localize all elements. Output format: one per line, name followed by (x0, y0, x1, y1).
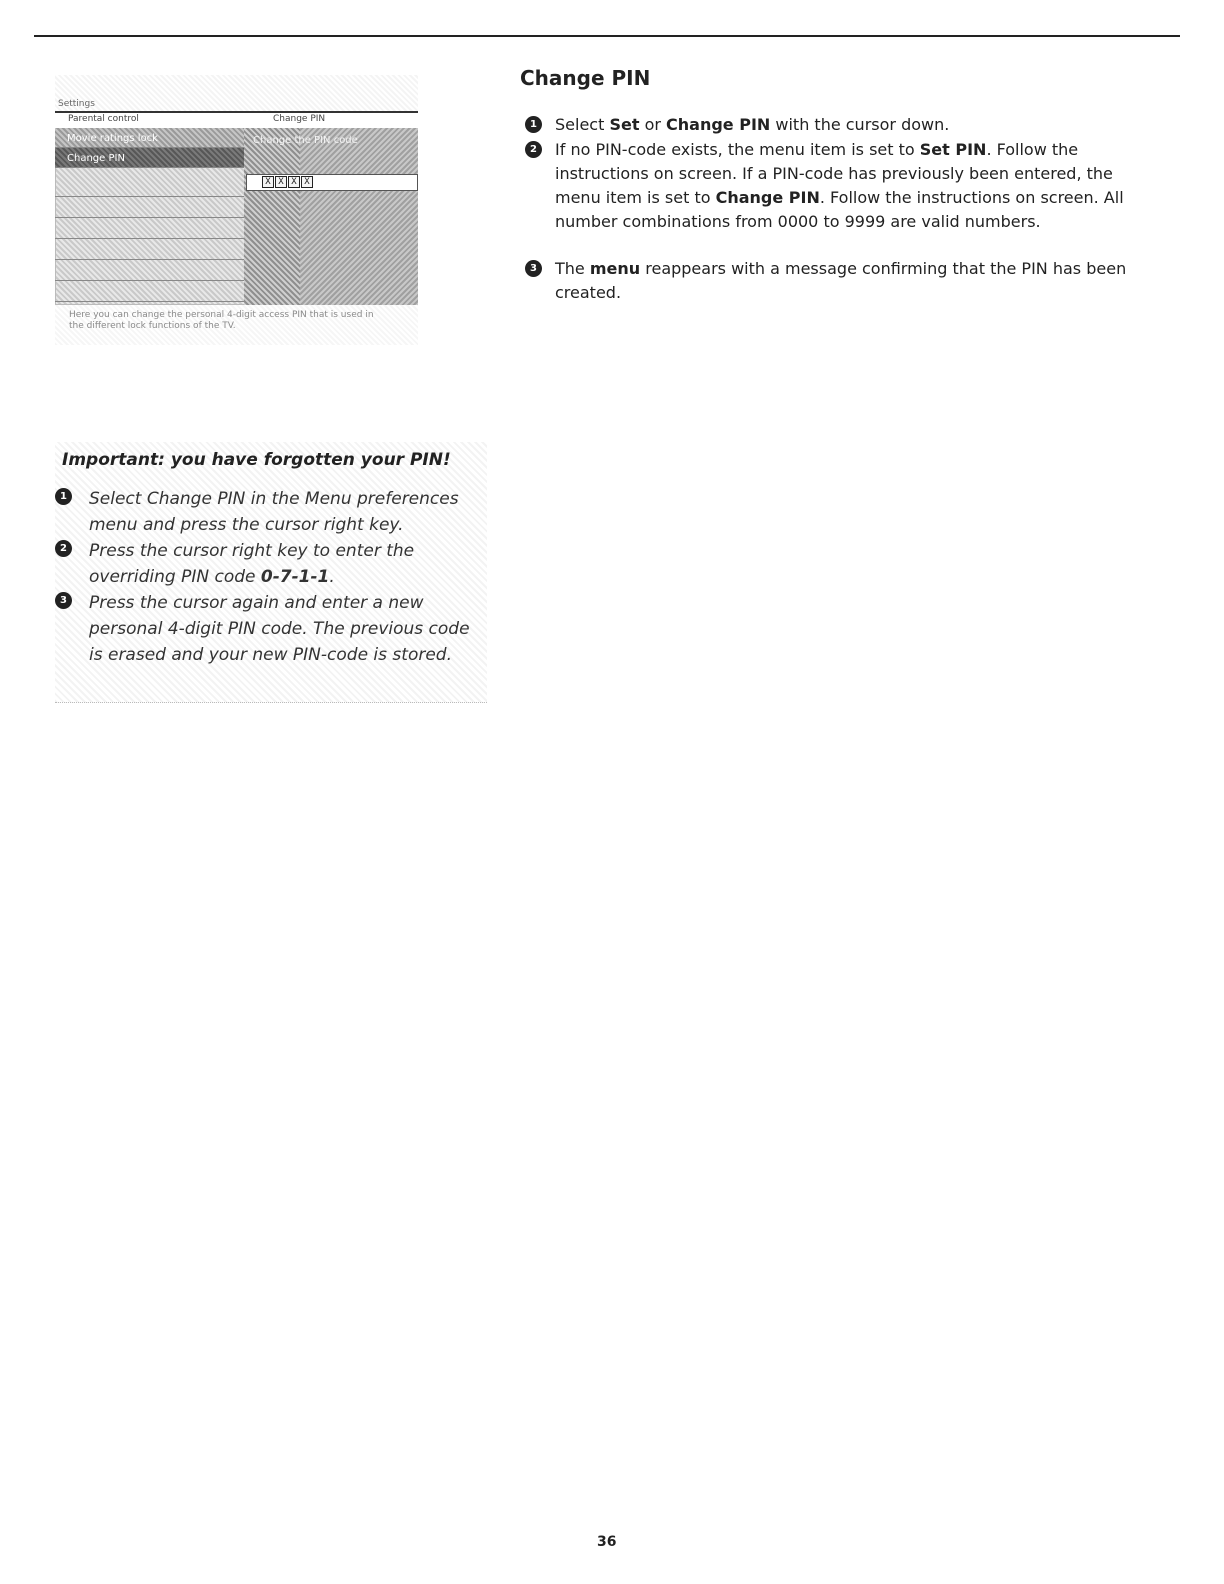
section-title: Change PIN (520, 66, 651, 90)
step-text (555, 113, 1155, 137)
tv-menu-row-empty (55, 198, 244, 218)
override-code: 0-7-1-1 (260, 567, 330, 587)
step-number-icon: 3 (55, 592, 72, 609)
important-step-text (89, 538, 481, 590)
step-text-part: Select (555, 115, 610, 134)
step-text-part: with the cursor down. (770, 115, 950, 134)
step-text-part: . Follow the instructions on screen. If a PIN-code has previously been entered, the menu item is set to (555, 140, 1113, 207)
tv-menu-row-empty (55, 177, 244, 197)
tv-menu-row-empty (55, 219, 244, 239)
tv-pin-digits (262, 176, 313, 188)
top-rule (34, 35, 1180, 37)
tv-menu-row-empty (55, 261, 244, 281)
step-text-part: If no PIN-code exists, the menu item is set to (555, 140, 920, 159)
step-keyword: Set (609, 115, 640, 134)
step-number-icon: 1 (55, 488, 72, 505)
tv-menu-help-text: Here you can change the personal 4-digit access PIN that is used in the different lock functions of the TV. (69, 310, 374, 331)
tv-menu-header (55, 75, 418, 112)
step-text-part: or (639, 115, 667, 134)
tv-menu-item-movie-ratings: Movie ratings lock (55, 128, 244, 148)
tv-menu-item-change-pin: Change PIN (55, 148, 244, 168)
step-keyword: menu (589, 259, 641, 278)
step-text (555, 257, 1155, 305)
pin-digit-box: X (288, 176, 300, 188)
tv-column-parental-control: Parental control (68, 114, 139, 124)
step-text-part: . Follow the instructions on screen. All number combinations from 0000 to 9999 are valid numbers. (555, 188, 1124, 231)
important-step-text: Select Change PIN in the Menu preferences menu and press the cursor right key. (89, 489, 459, 535)
tv-header-rule (55, 111, 418, 113)
tv-menu-row-empty (55, 240, 244, 260)
step-keyword: Set PIN (919, 140, 987, 159)
step-number-icon: 2 (525, 141, 542, 158)
tv-menu-screenshot (55, 75, 418, 345)
important-note-box (55, 442, 487, 703)
pin-digit-box: X (301, 176, 313, 188)
tv-menu-hint: Change the PIN code (253, 135, 358, 146)
step-number-icon: 1 (525, 116, 542, 133)
tv-settings-label: Settings (58, 99, 95, 109)
pin-digit-box: X (262, 176, 274, 188)
step-number-icon: 2 (55, 540, 72, 557)
step-text (555, 138, 1155, 234)
step-text-part: . (329, 567, 335, 587)
page-number: 36 (597, 1534, 617, 1550)
important-title: Important: you have forgotten your PIN! (62, 450, 451, 470)
tv-menu-divider (244, 128, 300, 305)
step-text-part: reappears with a message confirming that the PIN has been created. (555, 259, 1127, 302)
important-step-text: Press the cursor again and enter a new personal 4-digit PIN code. The previous code is erased and your new PIN-code is stored. (89, 593, 470, 665)
tv-menu-right-pane (300, 128, 418, 305)
step-text-part: Press the cursor right key to enter the overriding PIN code (89, 541, 415, 587)
tv-column-change-pin: Change PIN (273, 114, 326, 124)
step-keyword: Change PIN (715, 188, 820, 207)
step-keyword: Change PIN (666, 115, 771, 134)
pin-digit-box: X (275, 176, 287, 188)
step-number-icon: 3 (525, 260, 542, 277)
tv-menu-row-empty (55, 282, 244, 302)
step-text-part: The (555, 259, 590, 278)
